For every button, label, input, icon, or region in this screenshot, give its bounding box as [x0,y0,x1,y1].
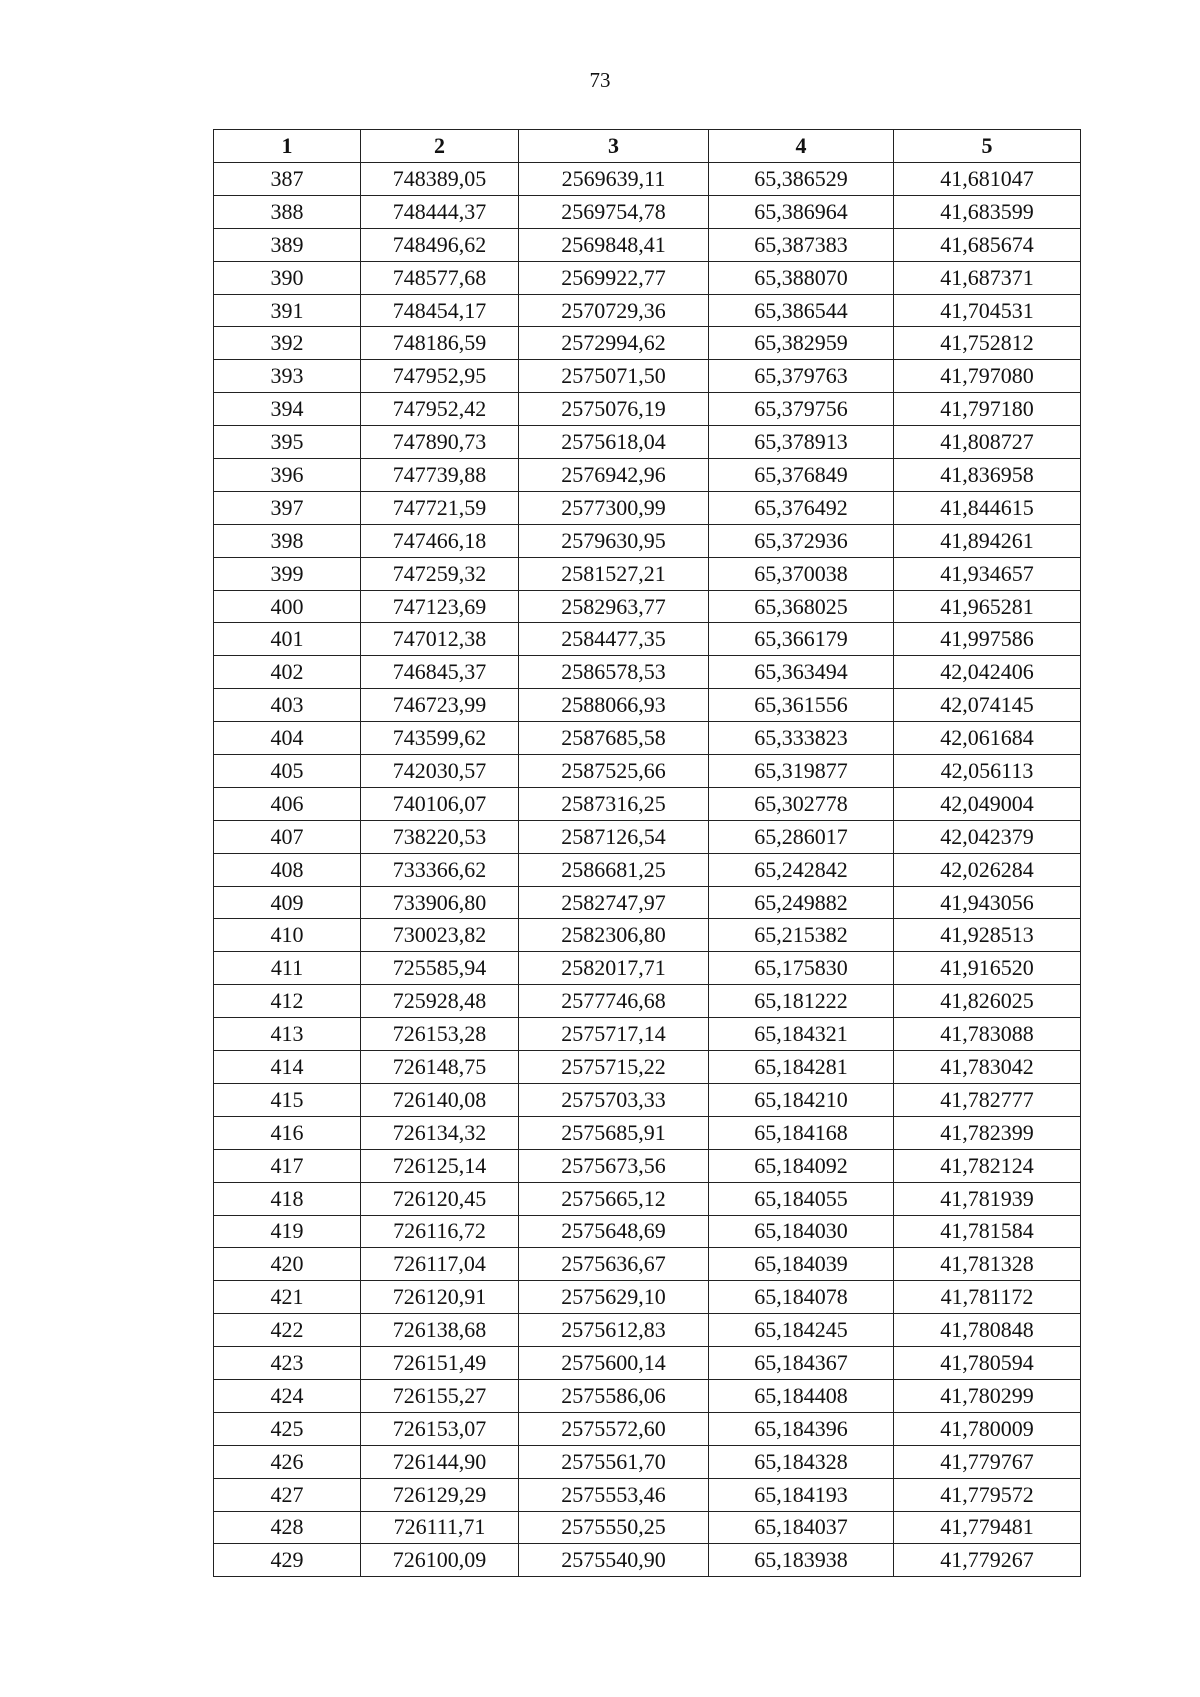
table-cell-col-1: 406 [214,787,361,820]
table-cell-col-4: 65,379763 [709,360,894,393]
column-header-5: 5 [894,130,1081,163]
table-row [214,1018,1081,1051]
table-cell-col-3: 2575540,90 [519,1544,709,1577]
table-cell-col-5: 41,704531 [894,294,1081,327]
table-cell-col-1: 388 [214,195,361,228]
table-cell-col-5: 41,782777 [894,1083,1081,1116]
table-cell-col-4: 65,376849 [709,459,894,492]
table-cell-col-5: 42,061684 [894,722,1081,755]
table-cell-col-2: 747952,42 [361,393,519,426]
table-row [214,985,1081,1018]
table-cell-col-5: 41,782399 [894,1116,1081,1149]
table-row [214,557,1081,590]
table-cell-col-3: 2575600,14 [519,1347,709,1380]
table-cell-col-2: 747739,88 [361,459,519,492]
table-cell-col-5: 42,042406 [894,656,1081,689]
column-header-2: 2 [361,130,519,163]
table-cell-col-3: 2577746,68 [519,985,709,1018]
table-cell-col-1: 416 [214,1116,361,1149]
table-cell-col-4: 65,386544 [709,294,894,327]
table-row [214,1478,1081,1511]
table-row [214,689,1081,722]
table-cell-col-4: 65,366179 [709,623,894,656]
table-cell-col-3: 2587525,66 [519,755,709,788]
table-row [214,820,1081,853]
table-cell-col-3: 2575553,46 [519,1478,709,1511]
table-cell-col-2: 747012,38 [361,623,519,656]
table-cell-col-1: 425 [214,1412,361,1445]
table-cell-col-1: 421 [214,1281,361,1314]
table-row [214,1051,1081,1084]
table-cell-col-1: 397 [214,491,361,524]
table-cell-col-4: 65,184281 [709,1051,894,1084]
table-cell-col-3: 2575648,69 [519,1215,709,1248]
table-row [214,1116,1081,1149]
table-cell-col-1: 402 [214,656,361,689]
table-cell-col-3: 2575550,25 [519,1511,709,1544]
table-cell-col-3: 2569754,78 [519,195,709,228]
table-cell-col-2: 725585,94 [361,952,519,985]
table-cell-col-5: 41,934657 [894,557,1081,590]
table-cell-col-2: 726140,08 [361,1083,519,1116]
table-cell-col-4: 65,378913 [709,426,894,459]
table-cell-col-5: 41,781172 [894,1281,1081,1314]
table-cell-col-1: 407 [214,820,361,853]
table-cell-col-5: 41,781939 [894,1182,1081,1215]
table-cell-col-2: 747466,18 [361,524,519,557]
table-row [214,1281,1081,1314]
table-cell-col-5: 41,844615 [894,491,1081,524]
table-cell-col-5: 41,783088 [894,1018,1081,1051]
table-row [214,656,1081,689]
table-cell-col-1: 411 [214,952,361,985]
table-cell-col-5: 41,782124 [894,1149,1081,1182]
table-cell-col-5: 41,780299 [894,1379,1081,1412]
table-row [214,1182,1081,1215]
table-cell-col-2: 726153,28 [361,1018,519,1051]
table-row [214,1149,1081,1182]
table-cell-col-2: 726120,45 [361,1182,519,1215]
table-cell-col-1: 408 [214,853,361,886]
table-cell-col-1: 420 [214,1248,361,1281]
table-cell-col-4: 65,249882 [709,886,894,919]
table-row [214,491,1081,524]
table-cell-col-4: 65,376492 [709,491,894,524]
table-row [214,1248,1081,1281]
table-cell-col-4: 65,184408 [709,1379,894,1412]
column-header-4: 4 [709,130,894,163]
table-cell-col-4: 65,361556 [709,689,894,722]
table-row [214,163,1081,196]
table-cell-col-3: 2575071,50 [519,360,709,393]
table-cell-col-2: 746723,99 [361,689,519,722]
table-cell-col-5: 41,681047 [894,163,1081,196]
table-cell-col-3: 2572994,62 [519,327,709,360]
table-row [214,1314,1081,1347]
table-cell-col-1: 422 [214,1314,361,1347]
table-cell-col-1: 414 [214,1051,361,1084]
table-row [214,722,1081,755]
table-cell-col-3: 2582306,80 [519,919,709,952]
table-cell-col-1: 403 [214,689,361,722]
table-cell-col-3: 2575618,04 [519,426,709,459]
table-cell-col-3: 2588066,93 [519,689,709,722]
table-cell-col-1: 400 [214,590,361,623]
table-cell-col-5: 41,780594 [894,1347,1081,1380]
table-cell-col-5: 41,685674 [894,228,1081,261]
table-row [214,1215,1081,1248]
table-row [214,1544,1081,1577]
table-cell-col-5: 41,687371 [894,261,1081,294]
table-cell-col-3: 2575586,06 [519,1379,709,1412]
table-cell-col-4: 65,184396 [709,1412,894,1445]
table-cell-col-4: 65,184039 [709,1248,894,1281]
table-row [214,228,1081,261]
table-cell-col-2: 742030,57 [361,755,519,788]
table-cell-col-5: 42,049004 [894,787,1081,820]
table-cell-col-2: 726144,90 [361,1445,519,1478]
table-cell-col-1: 395 [214,426,361,459]
table-cell-col-3: 2586578,53 [519,656,709,689]
table-cell-col-2: 726120,91 [361,1281,519,1314]
table-cell-col-4: 65,363494 [709,656,894,689]
table-cell-col-3: 2587126,54 [519,820,709,853]
table-cell-col-1: 394 [214,393,361,426]
table-cell-col-4: 65,175830 [709,952,894,985]
table-row [214,1083,1081,1116]
table-cell-col-1: 426 [214,1445,361,1478]
table-cell-col-4: 65,286017 [709,820,894,853]
table-cell-col-1: 390 [214,261,361,294]
table-cell-col-3: 2570729,36 [519,294,709,327]
table-cell-col-2: 725928,48 [361,985,519,1018]
table-cell-col-4: 65,184328 [709,1445,894,1478]
table-cell-col-5: 41,916520 [894,952,1081,985]
table-cell-col-3: 2575715,22 [519,1051,709,1084]
table-cell-col-5: 42,042379 [894,820,1081,853]
table-cell-col-3: 2584477,35 [519,623,709,656]
table-cell-col-1: 419 [214,1215,361,1248]
table-cell-col-2: 726129,29 [361,1478,519,1511]
table-row [214,1379,1081,1412]
table-cell-col-3: 2575629,10 [519,1281,709,1314]
table-cell-col-1: 391 [214,294,361,327]
table-cell-col-5: 41,779767 [894,1445,1081,1478]
table-cell-col-5: 41,779572 [894,1478,1081,1511]
table-cell-col-2: 726116,72 [361,1215,519,1248]
table-cell-col-3: 2569848,41 [519,228,709,261]
table-row [214,327,1081,360]
table-cell-col-2: 747123,69 [361,590,519,623]
table-cell-col-3: 2575665,12 [519,1182,709,1215]
table-cell-col-2: 747890,73 [361,426,519,459]
table-cell-col-4: 65,184055 [709,1182,894,1215]
table-row [214,590,1081,623]
table-cell-col-5: 42,056113 [894,755,1081,788]
table-cell-col-5: 41,781584 [894,1215,1081,1248]
table-cell-col-1: 417 [214,1149,361,1182]
table-cell-col-5: 41,683599 [894,195,1081,228]
table-row [214,1347,1081,1380]
table-cell-col-3: 2575572,60 [519,1412,709,1445]
table-cell-col-1: 405 [214,755,361,788]
table-cell-col-1: 415 [214,1083,361,1116]
table-cell-col-2: 748444,37 [361,195,519,228]
table-cell-col-2: 747721,59 [361,491,519,524]
table-cell-col-2: 743599,62 [361,722,519,755]
table-cell-col-4: 65,387383 [709,228,894,261]
table-row [214,623,1081,656]
table-cell-col-2: 726155,27 [361,1379,519,1412]
table-cell-col-1: 399 [214,557,361,590]
table-cell-col-5: 41,779481 [894,1511,1081,1544]
table-row [214,787,1081,820]
table-cell-col-4: 65,184245 [709,1314,894,1347]
table-row [214,195,1081,228]
table-cell-col-1: 410 [214,919,361,952]
table-cell-col-5: 41,797180 [894,393,1081,426]
table-cell-col-5: 41,965281 [894,590,1081,623]
table-cell-col-3: 2575717,14 [519,1018,709,1051]
table-cell-col-4: 65,184092 [709,1149,894,1182]
table-cell-col-3: 2577300,99 [519,491,709,524]
table-cell-col-2: 738220,53 [361,820,519,853]
table-cell-col-2: 726125,14 [361,1149,519,1182]
table-row [214,952,1081,985]
table-cell-col-1: 412 [214,985,361,1018]
table-cell-col-4: 65,302778 [709,787,894,820]
table-cell-col-5: 41,997586 [894,623,1081,656]
table-row [214,459,1081,492]
table-cell-col-2: 748496,62 [361,228,519,261]
column-header-1: 1 [214,130,361,163]
table-cell-col-2: 726153,07 [361,1412,519,1445]
table-cell-col-4: 65,379756 [709,393,894,426]
table-cell-col-5: 41,752812 [894,327,1081,360]
table-cell-col-1: 398 [214,524,361,557]
table-row [214,360,1081,393]
table-cell-col-5: 41,780009 [894,1412,1081,1445]
table-cell-col-5: 42,026284 [894,853,1081,886]
table-cell-col-4: 65,388070 [709,261,894,294]
table-cell-col-3: 2575561,70 [519,1445,709,1478]
table-cell-col-3: 2579630,95 [519,524,709,557]
table-cell-col-2: 740106,07 [361,787,519,820]
table-cell-col-5: 41,781328 [894,1248,1081,1281]
table-cell-col-4: 65,184321 [709,1018,894,1051]
table-row [214,393,1081,426]
table-cell-col-2: 730023,82 [361,919,519,952]
table-row [214,755,1081,788]
table-cell-col-3: 2582017,71 [519,952,709,985]
table-cell-col-5: 41,836958 [894,459,1081,492]
table-cell-col-3: 2575703,33 [519,1083,709,1116]
table-cell-col-2: 726138,68 [361,1314,519,1347]
table-cell-col-3: 2587316,25 [519,787,709,820]
table-cell-col-4: 65,382959 [709,327,894,360]
table-row [214,261,1081,294]
table-row [214,426,1081,459]
table-row [214,524,1081,557]
table-cell-col-2: 733906,80 [361,886,519,919]
table-cell-col-4: 65,184078 [709,1281,894,1314]
table-cell-col-5: 41,826025 [894,985,1081,1018]
table-cell-col-4: 65,184210 [709,1083,894,1116]
table-cell-col-5: 42,074145 [894,689,1081,722]
table-cell-col-1: 418 [214,1182,361,1215]
table-cell-col-4: 65,370038 [709,557,894,590]
table-cell-col-4: 65,181222 [709,985,894,1018]
table-cell-col-1: 424 [214,1379,361,1412]
table-cell-col-2: 726111,71 [361,1511,519,1544]
table-cell-col-2: 748454,17 [361,294,519,327]
table-cell-col-3: 2569922,77 [519,261,709,294]
table-cell-col-1: 404 [214,722,361,755]
table-body [214,163,1081,1577]
table-cell-col-4: 65,184168 [709,1116,894,1149]
table-cell-col-5: 41,808727 [894,426,1081,459]
table-cell-col-3: 2575636,67 [519,1248,709,1281]
table-row [214,294,1081,327]
table-cell-col-5: 41,779267 [894,1544,1081,1577]
table-cell-col-4: 65,368025 [709,590,894,623]
table-row [214,1511,1081,1544]
table-cell-col-2: 726117,04 [361,1248,519,1281]
table-row [214,1445,1081,1478]
table-cell-col-2: 726151,49 [361,1347,519,1380]
table-row [214,919,1081,952]
table-cell-col-1: 393 [214,360,361,393]
table-cell-col-1: 389 [214,228,361,261]
table-cell-col-4: 65,215382 [709,919,894,952]
table-cell-col-2: 747259,32 [361,557,519,590]
table-cell-col-2: 733366,62 [361,853,519,886]
table-cell-col-4: 65,333823 [709,722,894,755]
table-header-row [214,130,1081,163]
table-cell-col-4: 65,184193 [709,1478,894,1511]
coordinates-table [213,129,1081,1577]
table-cell-col-3: 2587685,58 [519,722,709,755]
table-row [214,886,1081,919]
column-header-3: 3 [519,130,709,163]
table-cell-col-1: 409 [214,886,361,919]
table-cell-col-4: 65,372936 [709,524,894,557]
table-cell-col-4: 65,184030 [709,1215,894,1248]
table-cell-col-2: 746845,37 [361,656,519,689]
table-cell-col-2: 748186,59 [361,327,519,360]
table-cell-col-4: 65,183938 [709,1544,894,1577]
table-cell-col-1: 413 [214,1018,361,1051]
table-cell-col-3: 2586681,25 [519,853,709,886]
table-cell-col-1: 427 [214,1478,361,1511]
table-cell-col-4: 65,242842 [709,853,894,886]
table-cell-col-3: 2576942,96 [519,459,709,492]
table-row [214,1412,1081,1445]
table-cell-col-5: 41,797080 [894,360,1081,393]
table-cell-col-5: 41,943056 [894,886,1081,919]
table-cell-col-5: 41,928513 [894,919,1081,952]
table-cell-col-1: 429 [214,1544,361,1577]
page-number: 73 [589,68,611,92]
table-cell-col-1: 392 [214,327,361,360]
table-cell-col-1: 423 [214,1347,361,1380]
table-cell-col-1: 396 [214,459,361,492]
table-cell-col-4: 65,319877 [709,755,894,788]
table-cell-col-1: 387 [214,163,361,196]
table-cell-col-2: 726148,75 [361,1051,519,1084]
table-cell-col-3: 2575076,19 [519,393,709,426]
table-cell-col-5: 41,894261 [894,524,1081,557]
table-cell-col-5: 41,780848 [894,1314,1081,1347]
table-cell-col-3: 2575685,91 [519,1116,709,1149]
table-cell-col-3: 2575673,56 [519,1149,709,1182]
table-row [214,853,1081,886]
table-cell-col-3: 2569639,11 [519,163,709,196]
table-cell-col-2: 748389,05 [361,163,519,196]
table-cell-col-2: 726134,32 [361,1116,519,1149]
table-cell-col-1: 401 [214,623,361,656]
table-cell-col-1: 428 [214,1511,361,1544]
table-cell-col-4: 65,386964 [709,195,894,228]
table-cell-col-3: 2582747,97 [519,886,709,919]
table-cell-col-3: 2582963,77 [519,590,709,623]
table-cell-col-5: 41,783042 [894,1051,1081,1084]
table-cell-col-2: 748577,68 [361,261,519,294]
table-cell-col-4: 65,386529 [709,163,894,196]
table-cell-col-3: 2575612,83 [519,1314,709,1347]
table-cell-col-4: 65,184037 [709,1511,894,1544]
table-cell-col-3: 2581527,21 [519,557,709,590]
table-cell-col-2: 726100,09 [361,1544,519,1577]
table-cell-col-4: 65,184367 [709,1347,894,1380]
table-cell-col-2: 747952,95 [361,360,519,393]
